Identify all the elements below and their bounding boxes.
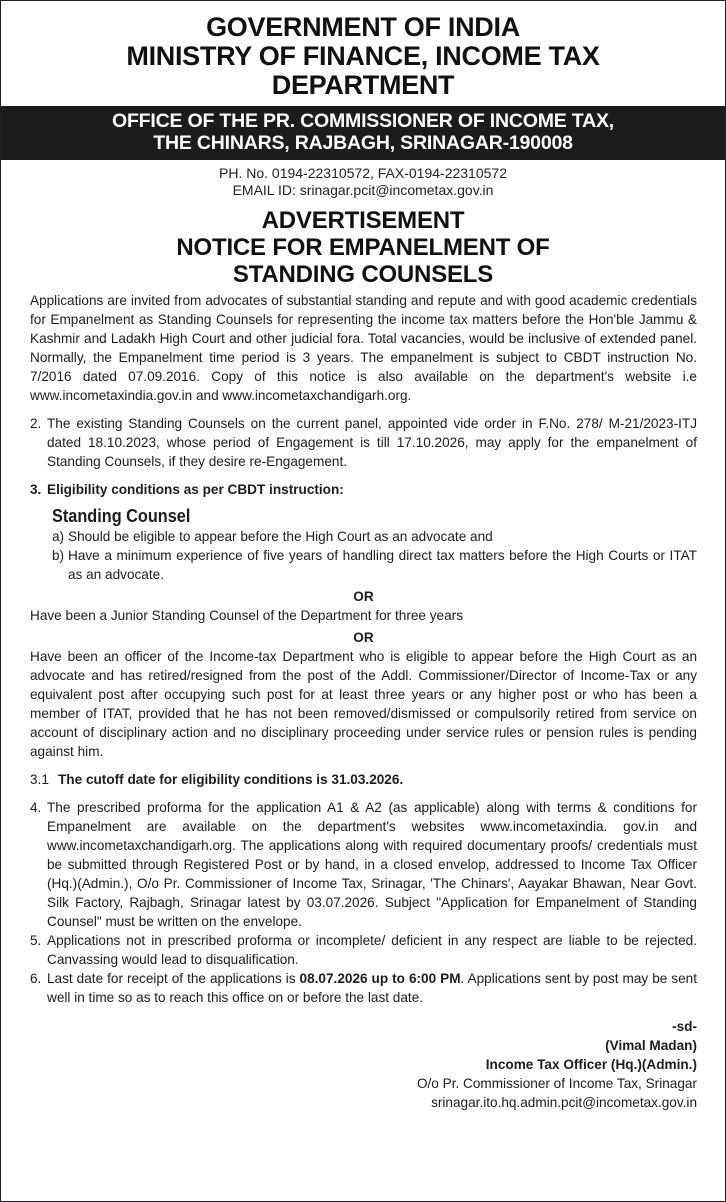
paragraph-4: [30, 798, 697, 931]
eligibility-heading-text: Eligibility conditions as per CBDT instruction:: [47, 482, 344, 497]
signature-sd: -sd-: [672, 1019, 697, 1034]
paragraph-number: 2.: [30, 416, 42, 431]
office-banner: [1, 106, 725, 160]
eligibility-item-b: [52, 546, 697, 584]
gov-line-2: MINISTRY OF FINANCE, INCOME TAX: [126, 41, 600, 71]
signatory-email: srinagar.ito.hq.admin.pcit@incometax.gov.in: [431, 1095, 697, 1110]
text-before: Last date for receipt of the applications is: [47, 971, 300, 986]
paragraph-text: The existing Standing Counsels on the current panel, appointed vide order in F.No. 278/ M-21/2023-ITJ dated 18.10.2023, whose period of Engagement is till 17.10.2026, may apply for the empanelment of Standing Counsels, if they desire re-Engagement.: [47, 416, 697, 469]
paragraph-text: [47, 969, 697, 1007]
paragraph-5: [30, 931, 697, 969]
signature-block: [30, 1017, 697, 1112]
paragraph-text: The prescribed proforma for the application A1 & A2 (as applicable) along with terms & conditions for Empanelment are available on the department's websites www.incometaxindia. gov.in and www.incometaxchandigarh.org. The applications along with required documentary proofs/ credentials must be submitted through Registered Post or by hand, in a closed envelop, addressed to Income Tax Officer (Hq.)(Admin.), O/o Pr. Commissioner of Income Tax, Srinagar, 'The Chinars', Aayakar Bhawan, Near Govt. Silk Factory, Rajbagh, Srinagar latest by 03.07.2026. Subject "Application for Empanelment of Standing Counsel" must be written on the envelope.: [47, 800, 697, 929]
title-line-1: ADVERTISEMENT: [261, 207, 465, 234]
phone-fax: PH. No. 0194-22310572, FAX-0194-22310572: [219, 165, 507, 181]
contact-info: [1, 165, 725, 199]
paragraph-2: [30, 414, 697, 471]
eligibility-heading: [30, 480, 697, 499]
paragraph-1: Applications are invited from advocates of substantial standing and repute and with good academic credentials for Empanelment as Standing Counsels for representing the income tax matters before the Hon'ble Jammu & Kashmir and Ladakh High Court and other judicial fora. Total vacancies, would be inclusive of extended panel. Normally, the Empanelment time period is 3 years. The empanelment is subject to CBDT instruction No. 7/2016 dated 07.09.2016. Copy of this notice is also available on the department's website i.e www.incometaxindia.gov.in and www.incometaxchandigarh.org.: [30, 293, 697, 403]
gov-line-1: GOVERNMENT OF INDIA: [206, 12, 520, 42]
paragraph-number: 4.: [30, 800, 42, 815]
deadline-bold: 08.07.2026 up to 6:00 PM: [299, 971, 461, 986]
gov-line-3: DEPARTMENT: [271, 70, 455, 100]
title-line-2: NOTICE FOR EMPANELMENT OF: [176, 234, 550, 261]
or-separator-2: OR: [353, 630, 374, 645]
email-id: EMAIL ID: srinagar.pcit@incometax.gov.in: [232, 182, 494, 198]
signatory-office: O/o Pr. Commissioner of Income Tax, Srinagar: [416, 1076, 697, 1091]
ministry-heading: [1, 13, 725, 100]
paragraph-6: [30, 969, 697, 1007]
item-letter: a): [52, 529, 65, 544]
paragraph-number: 5.: [30, 933, 42, 948]
item-text: Have a minimum experience of five years of handling direct tax matters before the High Courts or ITAT as an advocate.: [68, 548, 697, 582]
paragraph-text: Applications not in prescribed proforma or incomplete/ deficient in any respect are liable to be rejected. Canvassing would lead to disqualification.: [47, 933, 697, 967]
paragraph-number: 6.: [30, 971, 42, 986]
office-line-2: THE CHINARS, RAJBAGH, SRINAGAR-190008: [153, 132, 573, 154]
office-line-1: OFFICE OF THE PR. COMMISSIONER OF INCOME TAX,: [112, 110, 614, 132]
paragraph-number: 3.: [30, 482, 42, 497]
alternative-junior-counsel: Have been a Junior Standing Counsel of the Department for three years: [30, 608, 463, 623]
standing-counsel-subheading: Standing Counsel: [52, 505, 191, 526]
eligibility-item-a: [52, 527, 697, 546]
cutoff-date: [30, 770, 697, 789]
signatory-designation: Income Tax Officer (Hq.)(Admin.): [485, 1057, 697, 1072]
notice-title: [1, 207, 725, 288]
item-letter: b): [52, 548, 65, 563]
signatory-name: (Vimal Madan): [605, 1038, 697, 1053]
paragraph-number: 3.1: [30, 772, 49, 787]
cutoff-text: The cutoff date for eligibility conditions is 31.03.2026.: [58, 772, 404, 787]
title-line-3: STANDING COUNSELS: [232, 261, 494, 288]
item-text: Should be eligible to appear before the High Court as an advocate and: [68, 529, 493, 544]
text-after: . Applications sent by post may be sent well in time so as to reach this office on or before the last date.: [47, 971, 697, 1005]
alternative-officer: Have been an officer of the Income-tax Department who is eligible to appear before the High Court as an advocate and has retired/resigned from the post of the Addl. Commissioner/Director of Income-Tax or any equivalent post after occupying such post for at least three years or any higher post or who has been a member of ITAT, provided that he has not been removed/dismissed or compulsorily retired from service on account of disciplinary action and no disciplinary proceeding under service rules or pension rules is pending against him.: [30, 649, 697, 759]
notice-body: [1, 291, 725, 1112]
or-separator-1: OR: [353, 589, 374, 604]
